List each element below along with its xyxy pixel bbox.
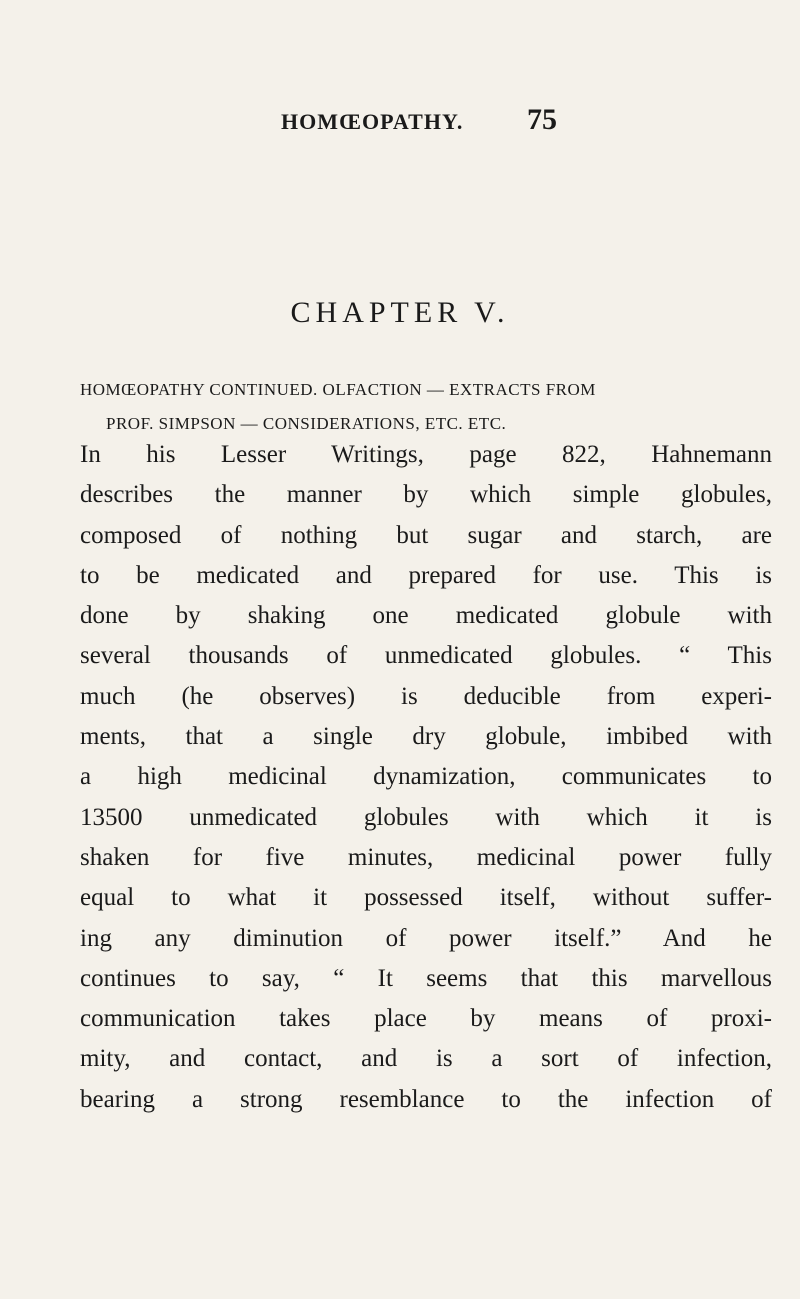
chapter-title: CHAPTER V. (290, 296, 510, 329)
chapter-summary (80, 373, 780, 441)
text-line: done by shaking one medicated globule with (80, 602, 772, 630)
text-line: describes the manner by which simple globules, (80, 481, 772, 509)
summary-line: PROF. SIMPSON — CONSIDERATIONS, ETC. ETC. (106, 414, 507, 433)
text-line: equal to what it possessed itself, without suffer- (80, 884, 772, 912)
text-line: ing any diminution of power itself.” And he (80, 924, 772, 952)
text-line: continues to say, “ It seems that this marvellous (80, 964, 772, 992)
text-line: bearing a strong resemblance to the infection of (80, 1085, 772, 1113)
text-line: 13500 unmedicated globules with which it is (80, 803, 772, 831)
text-line: In his Lesser Writings, page 822, Hahnemann (80, 441, 772, 468)
running-head (225, 103, 785, 143)
text-line: to be medicated and prepared for use. This is (80, 561, 772, 589)
page-number: 75 (527, 103, 557, 136)
running-title: HOMŒOPATHY. (281, 109, 464, 134)
text-line: mity, and contact, and is a sort of infection, (80, 1045, 772, 1073)
body-paragraph (80, 435, 772, 1120)
text-line: shaken for five minutes, medicinal power fully (80, 843, 772, 871)
summary-line: HOMŒOPATHY CONTINUED. OLFACTION — EXTRACTS FROM (80, 380, 596, 399)
text-line: a high medicinal dynamization, communicates to (80, 763, 772, 791)
text-line: ments, that a single dry globule, imbibed with (80, 723, 772, 751)
text-line: much (he observes) is deducible from experi- (80, 682, 772, 710)
text-line: several thousands of unmedicated globules. “ This (80, 642, 772, 670)
text-line: communication takes place by means of proxi- (80, 1005, 772, 1033)
text-line: composed of nothing but sugar and starch, are (80, 521, 772, 549)
